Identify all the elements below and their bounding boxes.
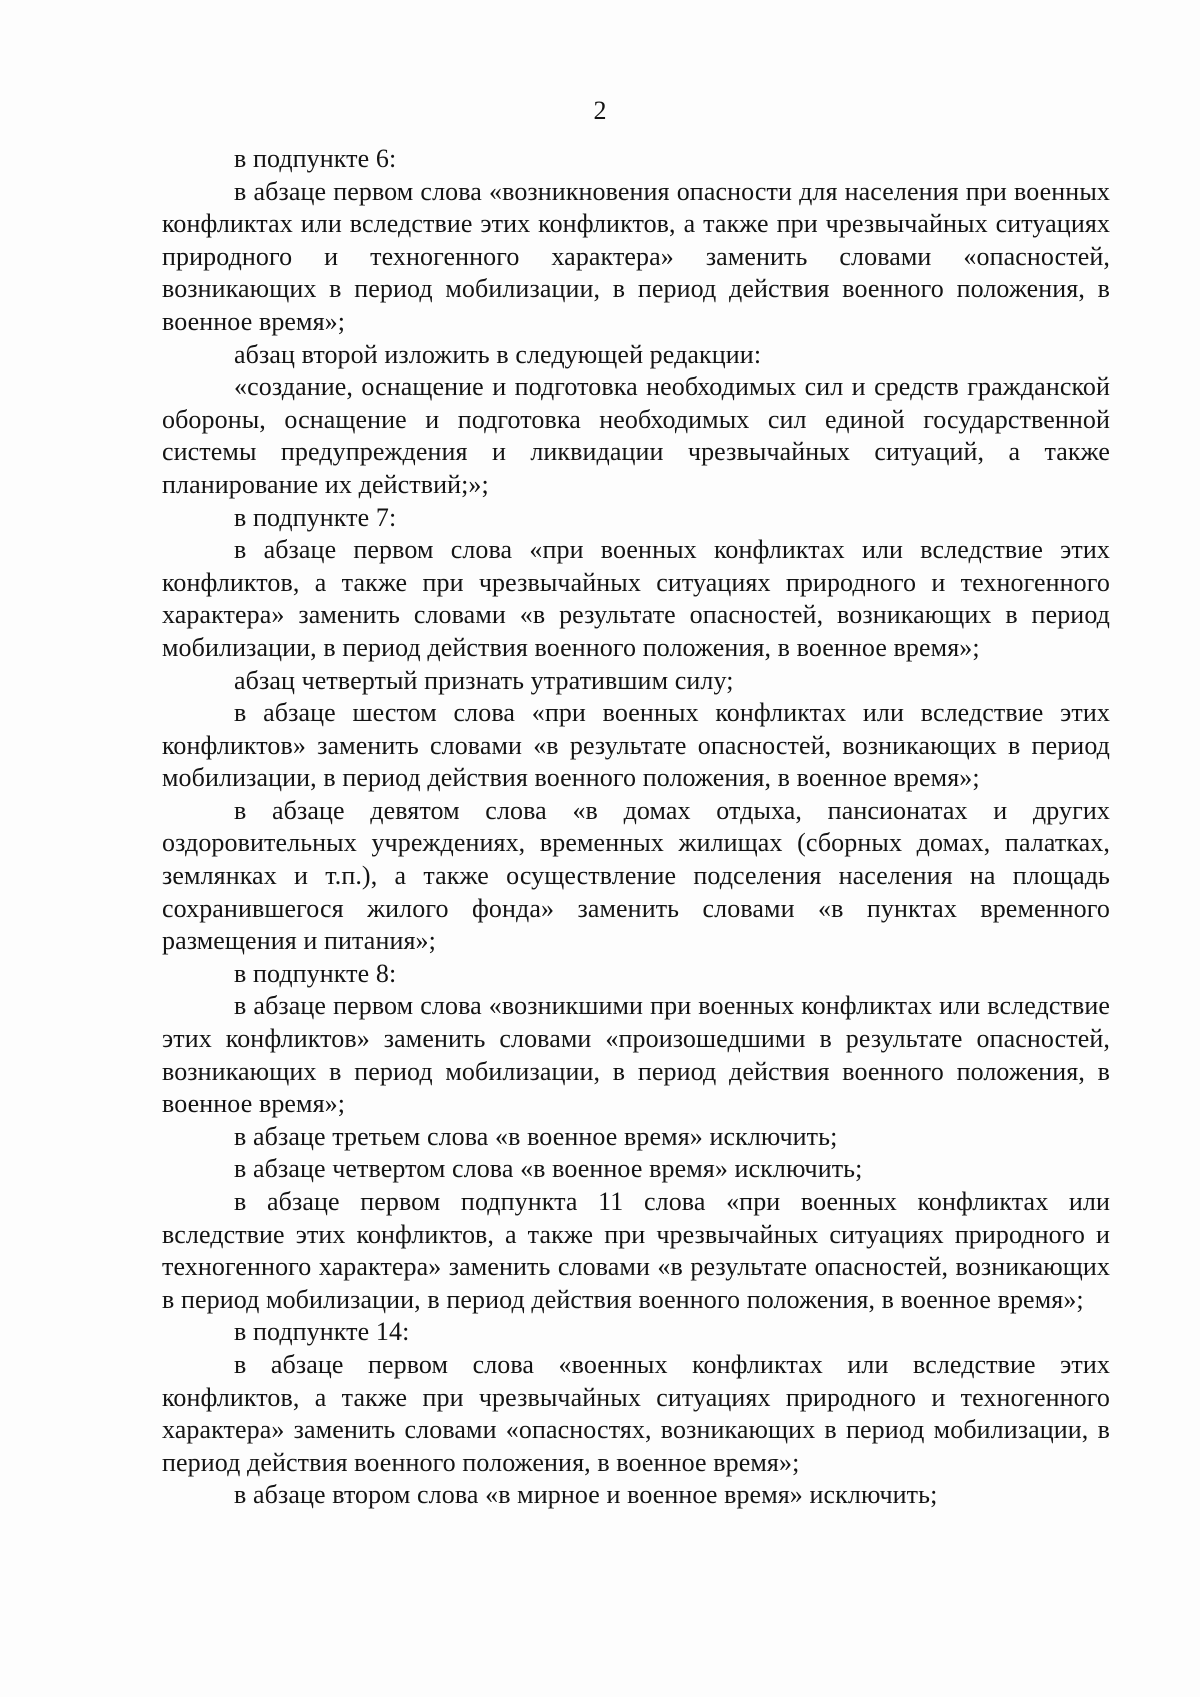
paragraph: в абзаце первом слова «возникновения опасности для населения при военных конфликтах или вследствие этих конфликтов, а также при чрезвычайных ситуациях природного и техногенного характера» заменить словами «опасностей, возникающих в период мобилизации, в период действия военного положения, в военное время»; <box>162 176 1110 336</box>
paragraph: в абзаце третьем слова «в военное время» исключить; <box>234 1121 838 1151</box>
paragraph: в абзаце шестом слова «при военных конфликтах или вследствие этих конфликтов» заменить словами «в результате опасностей, возникающих в период мобилизации, в период действия военного положения, в военное время»; <box>162 698 1110 793</box>
paragraph: в абзаце первом слова «военных конфликтах или вследствие этих конфликтов, а также при чрезвычайных ситуациях природного и техногенного характера» заменить словами «опасностях, возникающих в период мобилизации, в период действия военного положения, в военное время»; <box>162 1349 1110 1477</box>
paragraph: в абзаце первом слова «возникшими при военных конфликтах или вследствие этих конфликтов» заменить словами «произошедшими в результате опасностей, возникающих в период мобилизации, в период действия военного положения, в военное время»; <box>162 991 1110 1119</box>
paragraph: в подпункте 7: <box>234 502 397 532</box>
paragraph: в абзаце четвертом слова «в военное время» исключить; <box>234 1154 863 1184</box>
paragraph: в абзаце первом слова «при военных конфликтах или вследствие этих конфликтов, а также при чрезвычайных ситуациях природного и техногенного характера» заменить словами «в результате опасностей, возникающих в период мобилизации, в период действия военного положения, в военное время»; <box>162 535 1110 662</box>
paragraph: абзац второй изложить в следующей редакции: <box>234 339 762 369</box>
paragraph: абзац четвертый признать утратившим силу; <box>234 665 734 695</box>
paragraph: в абзаце первом подпункта 11 слова «при военных конфликтах или вследствие этих конфликтов, а также при чрезвычайных ситуациях природного и техногенного характера» заменить словами «в результате опасностей, возникающих в период мобилизации, в период действия военного положения, в военное время»; <box>162 1187 1110 1314</box>
paragraph: в абзаце втором слова «в мирное и военное время» исключить; <box>234 1480 938 1510</box>
paragraph: «создание, оснащение и подготовка необходимых сил и средств гражданской обороны, оснащение и подготовка необходимых сил единой государственной системы предупреждения и ликвидации чрезвычайных ситуаций, а также планирование их действий;»; <box>162 372 1110 499</box>
paragraph: в абзаце девятом слова «в домах отдыха, пансионатах и других оздоровительных учреждениях, временных жилищах (сборных домах, палатках, землянках и т.п.), а также осуществление подселения населения на площадь сохранившегося жилого фонда» заменить словами «в пунктах временного размещения и питания»; <box>162 795 1110 956</box>
document-body <box>162 143 1110 1512</box>
paragraph: в подпункте 8: <box>234 958 397 988</box>
paragraph: в подпункте 14: <box>234 1317 410 1347</box>
paragraph: в подпункте 6: <box>234 144 397 173</box>
page-number: 2 <box>593 96 607 125</box>
